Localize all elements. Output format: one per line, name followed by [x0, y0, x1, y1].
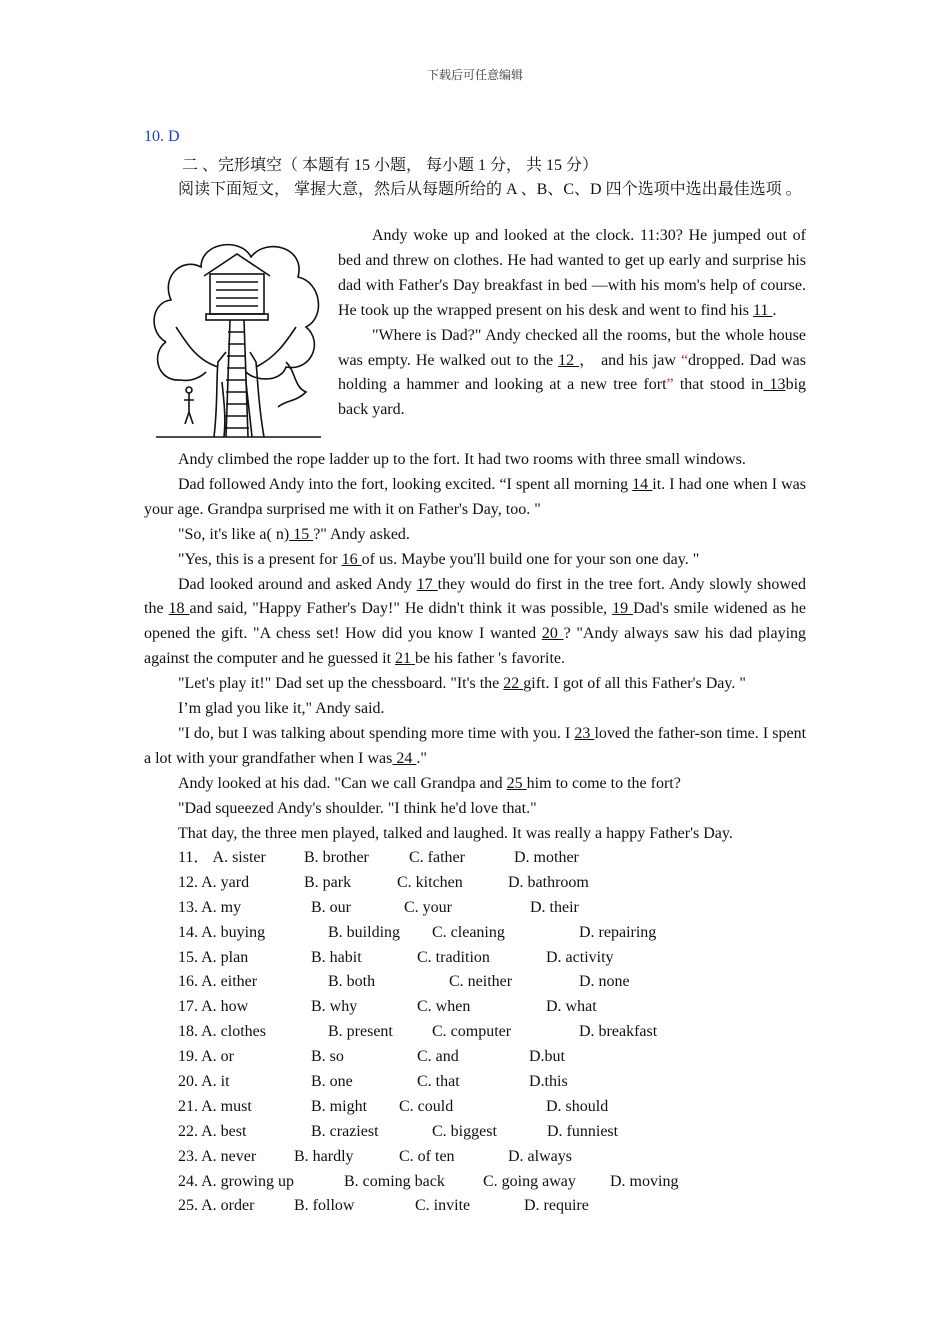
option-d: D. funniest [547, 1122, 619, 1140]
option-c: C. could [399, 1097, 454, 1115]
option-b: B. coming back [344, 1172, 445, 1190]
option-a: 17. A. how [178, 998, 249, 1016]
page-header: 下载后可任意编辑 [426, 68, 523, 82]
option-a: 16. A. either [178, 973, 258, 991]
blank-13: 13 [763, 376, 786, 394]
option-b: B. one [311, 1073, 353, 1091]
blank-20: 20 [541, 625, 564, 643]
option-b: B. present [328, 1023, 393, 1041]
blank-25: 25 [506, 774, 527, 792]
option-a: 14. A. buying [178, 923, 266, 941]
option-a: 25. A. order [178, 1197, 255, 1215]
option-c: C. your [404, 898, 452, 916]
option-a: 21. A. must [178, 1097, 252, 1115]
option-a: 11． A. sister [178, 849, 266, 866]
option-b: B. our [311, 898, 351, 916]
option-b: B. brother [304, 849, 369, 866]
blank-21: 21 [395, 650, 416, 668]
blank-24: 24 [392, 749, 417, 767]
option-a: 13. A. my [178, 898, 242, 916]
option-d: D. mother [514, 849, 579, 866]
blank-12: 12 [558, 351, 580, 369]
option-d: D. require [524, 1197, 589, 1215]
passage-top [338, 224, 806, 423]
paragraph-12: "Dad squeezed Andy's shoulder. "I think he'd love that." [178, 799, 537, 817]
tree-fort-illustration [146, 232, 328, 442]
passage-body [144, 448, 806, 847]
option-d: D. what [546, 998, 597, 1016]
option-c: C. tradition [417, 948, 490, 966]
section-title: 二 、完形填空（ 本题有 15 小题， 每小题 1 分， 共 15 分） [182, 157, 599, 174]
option-b: B. follow [294, 1197, 355, 1215]
option-b: B. both [328, 973, 376, 991]
option-b: B. habit [311, 948, 362, 966]
instruction: 阅读下面短文， 掌握大意，然后从每题所给的 A 、B、C、D 四个选项中选出最佳选项 。 [178, 181, 802, 198]
option-b: B. hardly [294, 1147, 354, 1165]
option-c: C. of ten [399, 1147, 455, 1165]
option-a: 12. A. yard [178, 873, 250, 891]
option-c: C. invite [415, 1197, 471, 1215]
paragraph-13: That day, the three men played, talked and laughed. It was really a happy Father's Day. [178, 824, 733, 842]
option-d: D.but [529, 1048, 565, 1066]
option-c: C. and [417, 1048, 459, 1066]
option-c: C. that [417, 1073, 460, 1091]
blank-19: 19 [612, 600, 634, 618]
answer-10: 10. D [144, 128, 180, 145]
option-c: C. when [417, 998, 471, 1016]
option-d: D. bathroom [508, 873, 589, 891]
option-d: D. breakfast [579, 1023, 658, 1041]
option-c: C. biggest [432, 1122, 497, 1140]
paragraph-9: I’m glad you like it," Andy said. [178, 700, 385, 718]
option-a: 20. A. it [178, 1073, 230, 1091]
option-d: D. their [530, 898, 579, 916]
option-c: C. neither [449, 973, 513, 991]
paragraph-10: "I do, but I was talking about spending more time with you. I 23 loved the father-son time. I spent a lot with your grandfather when I was 24 ." [144, 724, 807, 767]
option-d: D. moving [610, 1172, 679, 1190]
blank-18: 18 [168, 600, 190, 618]
option-a: 24. A. growing up [178, 1172, 294, 1190]
option-c: C. computer [432, 1023, 512, 1041]
option-b: B. park [304, 873, 352, 891]
option-a: 19. A. or [178, 1048, 234, 1066]
paragraph-3: Andy climbed the rope ladder up to the fort. It had two rooms with three small windows. [178, 451, 746, 468]
paragraph-4: Dad followed Andy into the fort, looking excited. “I spent all morning 14 it. I had one when I was your age. Grandpa surprised me with it on Father's Day, too. " [144, 475, 806, 518]
blank-15: 15 [289, 525, 314, 543]
option-c: C. going away [483, 1172, 576, 1190]
option-b: B. why [311, 998, 358, 1016]
option-a: 23. A. never [178, 1147, 257, 1165]
option-c: C. kitchen [397, 873, 463, 891]
option-b: B. craziest [311, 1122, 379, 1140]
paragraph-6: "Yes, this is a present for 16 of us. Maybe you'll build one for your son one day. " [178, 550, 700, 568]
paragraph-2: "Where is Dad?" Andy checked all the rooms, but the whole house was empty. He walked out to the 12 ， and his jaw “dropped. Dad was holding a hammer and looking at a new tree fort” that stood in 13big back yard. [338, 326, 807, 419]
paragraph-7: Dad looked around and asked Andy 17 they would do first in the tree fort. Andy slowly showed the 18 and said, "Happy Father's Day!" He didn't think it was possible, 19 Dad's smile widened as he opened the gift. "A chess set! How did you know I wanted 20 ? "Andy always saw his dad playing against the computer and he guessed it 21 be his father 's favorite. [144, 575, 807, 668]
option-a: 15. A. plan [178, 948, 249, 966]
blank-14: 14 [632, 475, 653, 493]
option-c: C. father [409, 849, 465, 866]
option-d: D. activity [546, 948, 614, 966]
paragraph-1: Andy woke up and looked at the clock. 11:30? He jumped out of bed and threw on clothes. He had wanted to get up early and surprise his dad with Father's Day breakfast in bed —with his mom's help of course. He took up the wrapped present on his desk and went to find his 11 . [338, 227, 806, 319]
option-d: D.this [529, 1073, 568, 1091]
paragraph-8: "Let's play it!" Dad set up the chessboard. "It's the 22 gift. I got of all this Father's Day. " [178, 675, 746, 693]
blank-23: 23 [574, 724, 595, 742]
option-b: B. so [311, 1048, 344, 1066]
option-b: B. building [328, 923, 401, 941]
blank-22: 22 [503, 675, 524, 693]
blank-17: 17 [416, 575, 438, 593]
option-c: C. cleaning [432, 923, 505, 941]
option-b: B. might [311, 1097, 368, 1115]
option-a: 22. A. best [178, 1122, 247, 1140]
option-d: D. repairing [579, 923, 657, 941]
blank-11: 11 [753, 301, 773, 319]
option-d: D. always [508, 1147, 572, 1165]
paragraph-11: Andy looked at his dad. "Can we call Grandpa and 25 him to come to the fort? [178, 774, 681, 792]
option-d: D. none [579, 973, 630, 991]
option-d: D. should [546, 1097, 609, 1115]
paragraph-5: "So, it's like a( n) 15 ?" Andy asked. [178, 525, 410, 543]
blank-16: 16 [341, 550, 362, 568]
option-a: 18. A. clothes [178, 1023, 266, 1041]
